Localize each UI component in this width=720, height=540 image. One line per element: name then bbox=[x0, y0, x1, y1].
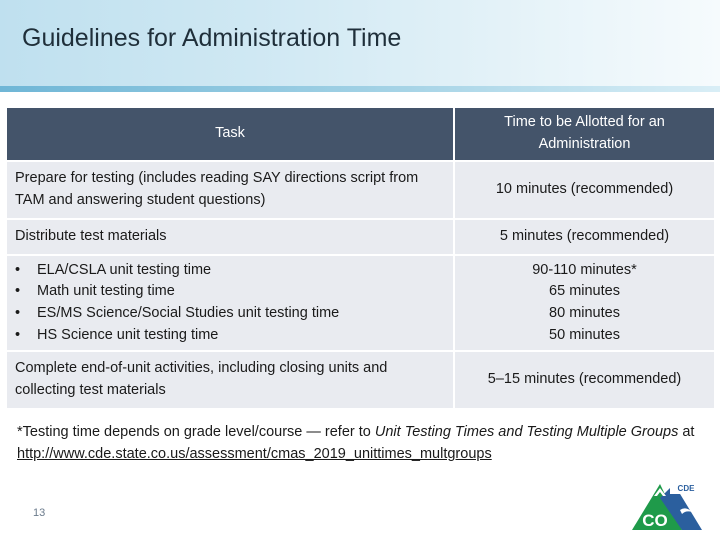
unit-testing-list bbox=[15, 260, 445, 347]
cde-logo bbox=[630, 480, 704, 532]
bullet-glyph: • bbox=[15, 283, 21, 300]
logo-main-text: CO bbox=[642, 511, 668, 530]
title-banner-rule bbox=[0, 86, 720, 92]
header-task: Task bbox=[7, 108, 454, 161]
task-cell bbox=[7, 255, 454, 351]
time-value: 90-110 minutes* bbox=[532, 261, 637, 278]
task-cell: Prepare for testing (includes reading SAY directions script from TAM and answering student questions) bbox=[7, 161, 454, 219]
bullet-glyph: • bbox=[15, 305, 21, 321]
administration-time-table bbox=[7, 108, 714, 408]
time-value: 65 minutes bbox=[549, 283, 620, 300]
task-cell: Distribute test materials bbox=[7, 219, 454, 255]
footnote-reference-title: Unit Testing Times and Testing Multiple Groups bbox=[374, 424, 679, 440]
list-item-text: Math unit testing time bbox=[37, 283, 175, 300]
footnote-prefix: *Testing time depends on grade level/course — refer to bbox=[17, 424, 375, 440]
header-time: Time to be Allotted for an Administration bbox=[454, 108, 714, 161]
task-cell: Complete end-of-unit activities, including closing units and collecting test materials bbox=[7, 351, 454, 408]
table-row bbox=[7, 255, 714, 351]
page-number: 13 bbox=[33, 507, 46, 519]
table-row bbox=[7, 351, 714, 408]
table-header-row bbox=[7, 108, 714, 161]
list-item-text: HS Science unit testing time bbox=[37, 326, 219, 343]
time-cell: 5 minutes (recommended) bbox=[454, 219, 714, 255]
list-item bbox=[15, 260, 445, 282]
time-value: 50 minutes bbox=[549, 326, 620, 343]
time-cell bbox=[454, 255, 714, 351]
table-row bbox=[7, 219, 714, 255]
list-item-text: ELA/CSLA unit testing time bbox=[37, 261, 212, 278]
footnote-link[interactable]: http://www.cde.state.co.us/assessment/cmas_2019_unittimes_multgroups bbox=[17, 445, 492, 462]
time-cell: 5–15 minutes (recommended) bbox=[454, 351, 714, 408]
logo-top-text: CDE bbox=[677, 484, 695, 493]
page-title: Guidelines for Administration Time bbox=[22, 24, 402, 52]
list-item-text: ES/MS Science/Social Studies unit testing time bbox=[37, 305, 340, 321]
table-row bbox=[7, 161, 714, 219]
time-value: 80 minutes bbox=[549, 305, 620, 321]
list-item bbox=[15, 303, 445, 325]
bullet-glyph: • bbox=[15, 326, 21, 343]
list-item bbox=[15, 325, 445, 347]
bullet-glyph: • bbox=[15, 261, 21, 278]
footnote-mid: at bbox=[678, 424, 695, 440]
time-cell: 10 minutes (recommended) bbox=[454, 161, 714, 219]
footnote bbox=[17, 422, 717, 466]
list-item bbox=[15, 281, 445, 303]
